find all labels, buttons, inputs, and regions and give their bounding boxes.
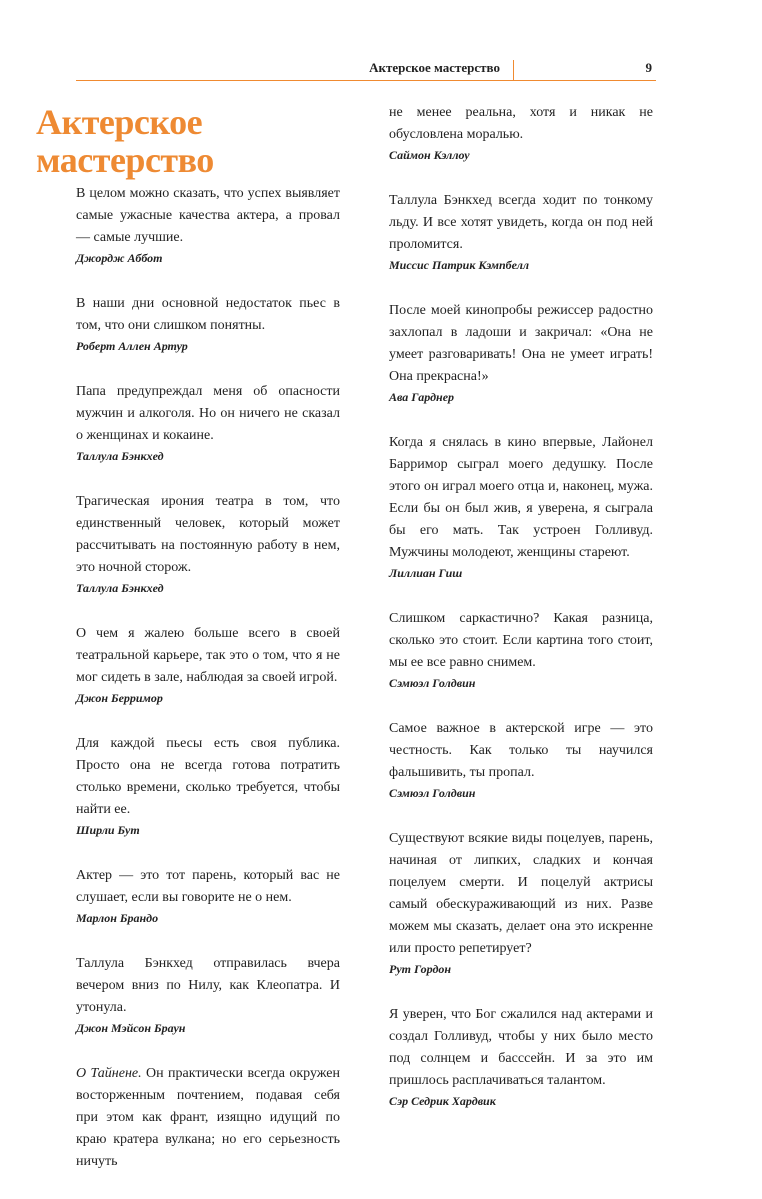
left-column (76, 183, 340, 1199)
quote (76, 733, 340, 839)
quote-text: Я уверен, что Бог сжалился над актерами и создал Голливуд, чтобы у них было место под солнцем и басссейн. И за это им пришлось расплачиваться талантом. (389, 1007, 653, 1088)
section-title-line: Актерское (36, 102, 203, 142)
quote-author: Миссис Патрик Кэмпбелл (389, 258, 530, 272)
quote (389, 190, 653, 274)
page-number: 9 (645, 60, 652, 75)
quote-text: Слишком саркастично? Какая разница, сколько это стоит. Если картина того стоит, мы ее все равно снимем. (389, 611, 653, 670)
quote-text: Существуют всякие виды поцелуев, парень, начиная от липких, сладких и кончая поцелуем смерти. И поцелуй актрисы самый обескураживающий из них. Разве можем мы сказать, делает она это искренне или просто репетирует? (389, 831, 653, 956)
quote-author: Джон Мэйсон Браун (76, 1021, 186, 1035)
header-rule (76, 80, 656, 81)
quote-lead: О Тайнене. (76, 1066, 142, 1081)
quote-author: Сэр Седрик Хардвик (389, 1094, 496, 1108)
quote (76, 865, 340, 927)
quote (389, 718, 653, 802)
quote (76, 183, 340, 267)
quote-author: Джон Берримор (76, 691, 163, 705)
right-column (389, 102, 653, 1136)
quote-continued (76, 1063, 340, 1173)
quote (389, 1004, 653, 1110)
running-header-title: Актерское мастерство (369, 60, 500, 75)
quote (76, 381, 340, 465)
quote-text: Для каждой пьесы есть своя публика. Просто она не всегда готова потратить столько времени, сколько требуется, чтобы найти ее. (76, 736, 340, 817)
quote (76, 623, 340, 707)
quote-author: Роберт Аллен Артур (76, 339, 188, 353)
quote-author: Рут Гордон (389, 962, 452, 976)
quote (389, 432, 653, 582)
quote (389, 300, 653, 406)
quote-author: Таллула Бэнкхед (76, 449, 164, 463)
quote-text: Таллула Бэнкхед всегда ходит по тонкому льду. И все хотят увидеть, когда он под ней проломится. (389, 193, 653, 252)
quote-text: О чем я жалею больше всего в своей театральной карьере, так это о том, что я не мог сидеть в зале, наблюдая за своей игрой. (76, 626, 340, 685)
quote-text: Актер — это тот парень, который вас не слушает, если вы говорите не о нем. (76, 868, 340, 905)
quote-text: Трагическая ирония театра в том, что единственный человек, который может рассчитывать на постоянную работу в нем, это ночной сторож. (76, 494, 340, 575)
quote-author: Сэмюэл Голдвин (389, 786, 476, 800)
quote (76, 953, 340, 1037)
quote-text: Когда я снялась в кино впервые, Лайонел Барримор сыграл моего дедушку. После этого он играл моего отца и, наконец, мужа. Если бы он был жив, я уверена, я сыграла бы его мать. Так устроен Голливуд. Мужчины молодеют, женщины стареют. (389, 435, 653, 560)
section-title-line: мастерство (36, 140, 214, 180)
quote-text-part: Он практически всегда окружен восторженным почтением, подавая себя при этом как франт, изящно идущий по краю кратера вулкана; но его серьезность ничуть (76, 1066, 340, 1169)
quote-text: Папа предупреждал меня об опасности мужчин и алкоголя. Но он ничего не сказал о женщинах и кокаине. (76, 384, 340, 443)
quote (76, 491, 340, 597)
quote-continued (389, 102, 653, 164)
quote-author: Джордж Аббот (76, 251, 163, 265)
quote-text: Таллула Бэнкхед отправилась вчера вечером вниз по Нилу, как Клеопатра. И утонула. (76, 956, 340, 1015)
quote-text: не менее реальна, хотя и никак не обусловлена моралью. (389, 105, 653, 142)
quote-text (76, 1063, 340, 1173)
quote-author: Сэмюэл Голдвин (389, 676, 476, 690)
quote-author: Марлон Брандо (76, 911, 159, 925)
quote (389, 828, 653, 978)
section-title (36, 103, 336, 179)
header-rule-tick (513, 60, 514, 81)
quote-author: Ширли Бут (76, 823, 140, 837)
quote-author: Лиллиан Гиш (389, 566, 463, 580)
quote-text: После моей кинопробы режиссер радостно захлопал в ладоши и закричал: «Она не умеет разговаривать! Она не умеет играть! Она прекрасна!» (389, 303, 653, 384)
quote-text: В наши дни основной недостаток пьес в том, что они слишком понятны. (76, 296, 340, 333)
quote-author: Таллула Бэнкхед (76, 581, 164, 595)
quote-author: Саймон Кэллоу (389, 148, 470, 162)
quote-text: Самое важное в актерской игре — это честность. Как только ты научился фальшивить, ты пропал. (389, 721, 653, 780)
quote-author: Ава Гарднер (389, 390, 455, 404)
quote-text: В целом можно сказать, что успех выявляет самые ужасные качества актера, а провал — самые лучшие. (76, 186, 340, 245)
quote (76, 293, 340, 355)
quote (389, 608, 653, 692)
